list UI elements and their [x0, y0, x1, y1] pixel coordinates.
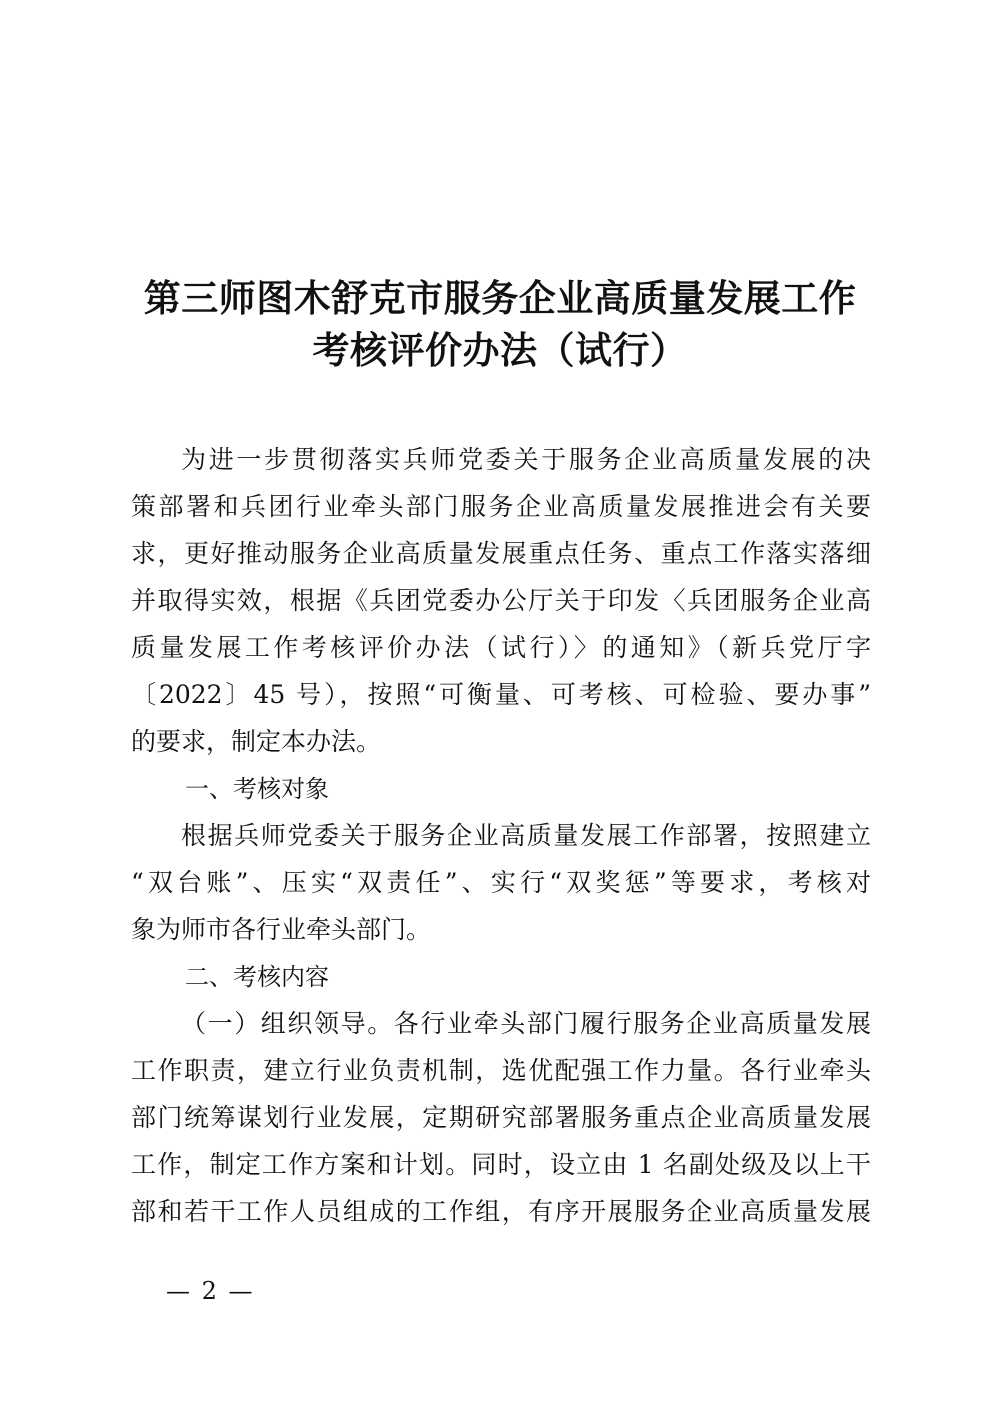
section2-line: （一）组织领导。各行业牵头部门履行服务企业高质量发展 — [181, 1009, 871, 1038]
intro-line: 〔2022〕45 号），按照“可衡量、可考核、可检验、要办事” — [131, 680, 871, 709]
intro-line: 并取得实效，根据《兵团党委办公厅关于印发〈兵团服务企业高 — [131, 586, 871, 615]
intro-line: 求，更好推动服务企业高质量发展重点任务、重点工作落实落细 — [131, 539, 871, 568]
page-number: — 2 — — [166, 1277, 255, 1305]
section2-line: 工作职责，建立行业负责机制，选优配强工作力量。各行业牵头 — [131, 1056, 871, 1085]
section-heading: 一、考核对象 — [185, 775, 329, 803]
intro-line: 策部署和兵团行业牵头部门服务企业高质量发展推进会有关要 — [131, 492, 871, 521]
section1-line: “双台账”、压实“双责任”、实行“双奖惩”等要求，考核对 — [131, 868, 871, 897]
intro-line: 为进一步贯彻落实兵师党委关于服务企业高质量发展的决 — [181, 445, 871, 474]
section1-line: 根据兵师党委关于服务企业高质量发展工作部署，按照建立 — [181, 821, 871, 850]
document-title-line-2: 考核评价办法（试行） — [312, 328, 688, 372]
section2-line: 部门统筹谋划行业发展，定期研究部署服务重点企业高质量发展 — [131, 1103, 871, 1132]
intro-line: 的要求，制定本办法。 — [131, 727, 382, 756]
document-title-line-1: 第三师图木舒克市服务企业高质量发展工作 — [143, 276, 857, 320]
section2-line: 部和若干工作人员组成的工作组，有序开展服务企业高质量发展 — [131, 1197, 871, 1226]
section-heading: 二、考核内容 — [185, 963, 329, 991]
intro-line: 质量发展工作考核评价办法（试行）〉的通知》（新兵党厅字 — [131, 633, 871, 662]
section2-line: 工作，制定工作方案和计划。同时，设立由 1 名副处级及以上干 — [131, 1150, 871, 1179]
section1-line: 象为师市各行业牵头部门。 — [131, 915, 432, 944]
